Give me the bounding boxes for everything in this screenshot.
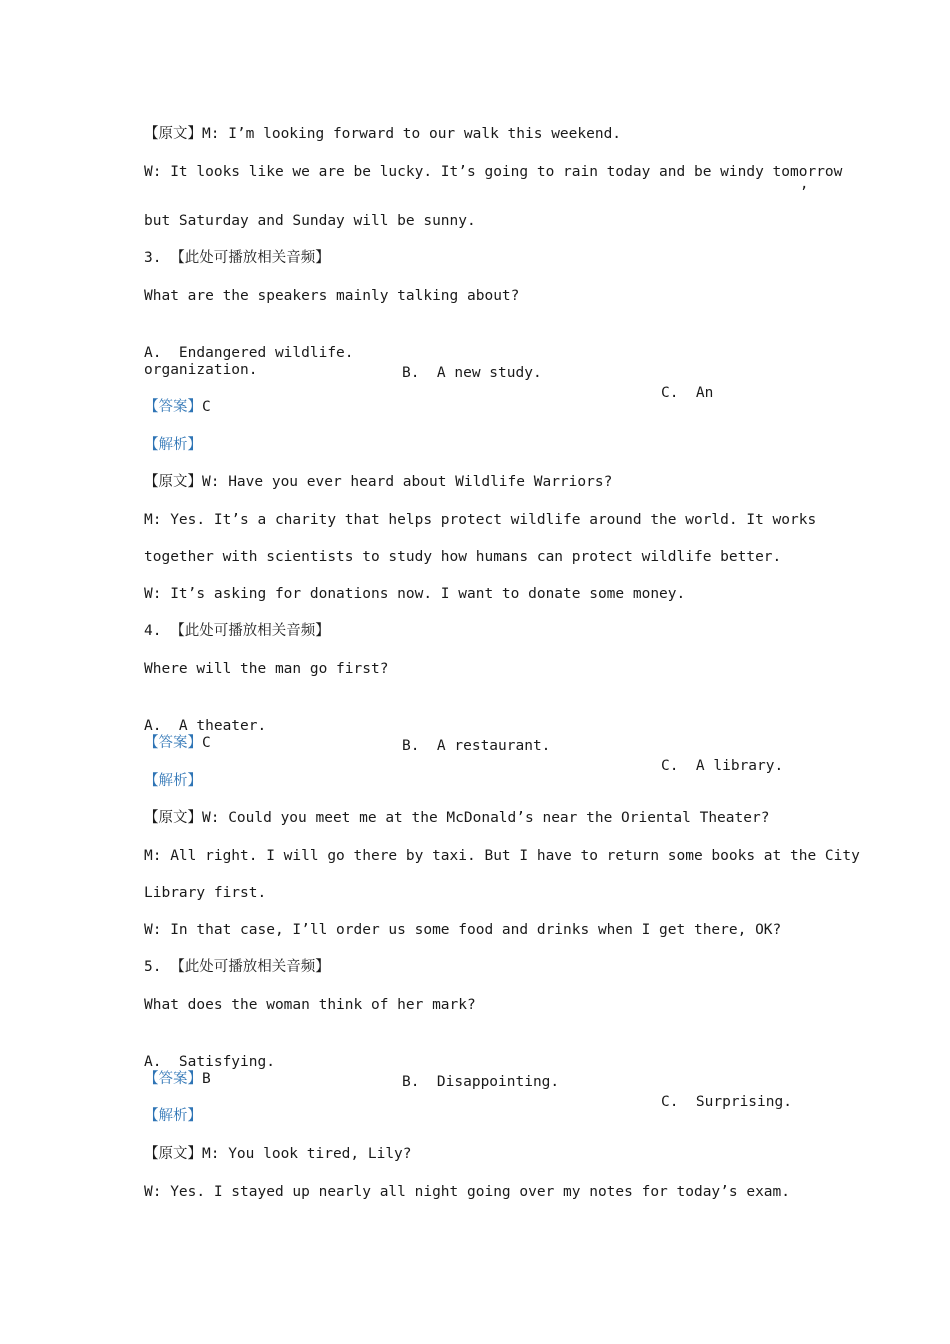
q3-question: What are the speakers mainly talking about? bbox=[144, 288, 520, 304]
question-number: 4. bbox=[144, 623, 162, 639]
transcript-text: W: Could you meet me at the McDonald’s near the Oriental Theater? bbox=[202, 810, 770, 826]
q5-analysis: 【解析】 bbox=[144, 1108, 202, 1124]
q2-transcript-line-3: but Saturday and Sunday will be sunny. bbox=[144, 213, 476, 229]
option-c: C. Surprising. bbox=[661, 1094, 792, 1110]
audio-placeholder: 【此处可播放相关音频】 bbox=[170, 623, 330, 639]
q3-transcript-line-4: W: It’s asking for donations now. I want to donate some money. bbox=[144, 586, 686, 602]
original-tag: 【原文】 bbox=[144, 126, 202, 142]
q4-analysis: 【解析】 bbox=[144, 773, 202, 789]
q5-answer bbox=[144, 1069, 211, 1089]
option-b: B. A new study. bbox=[402, 365, 542, 381]
option-a: A. A theater. bbox=[144, 718, 267, 734]
original-tag: 【原文】 bbox=[144, 810, 202, 826]
q4-transcript-line-3: Library first. bbox=[144, 885, 267, 901]
q5-transcript-line-2: W: Yes. I stayed up nearly all night going over my notes for today’s exam. bbox=[144, 1184, 791, 1200]
q3-analysis: 【解析】 bbox=[144, 437, 202, 453]
transcript-text: W: Have you ever heard about Wildlife Warriors? bbox=[202, 474, 613, 490]
q3-option-c-continued: organization. bbox=[144, 362, 258, 378]
q3-header bbox=[144, 248, 330, 268]
option-a: A. Satisfying. bbox=[144, 1054, 275, 1070]
audio-placeholder: 【此处可播放相关音频】 bbox=[170, 250, 330, 266]
audio-placeholder: 【此处可播放相关音频】 bbox=[170, 959, 330, 975]
option-b: B. Disappointing. bbox=[402, 1074, 560, 1090]
original-tag: 【原文】 bbox=[144, 1146, 202, 1162]
transcript-text: M: You look tired, Lily? bbox=[202, 1146, 412, 1162]
q2-transcript-line-1 bbox=[144, 124, 621, 144]
q4-transcript-line-1 bbox=[144, 808, 769, 828]
q3-answer bbox=[144, 397, 211, 417]
option-b: B. A restaurant. bbox=[402, 738, 551, 754]
q4-header bbox=[144, 621, 330, 641]
question-number: 3. bbox=[144, 250, 162, 266]
q4-transcript-line-4: W: In that case, I’ll order us some food and drinks when I get there, OK? bbox=[144, 922, 782, 938]
question-number: 5. bbox=[144, 959, 162, 975]
option-a: A. Endangered wildlife. bbox=[144, 345, 354, 361]
answer-tag: 【答案】 bbox=[144, 1071, 202, 1087]
q5-transcript-line-1 bbox=[144, 1144, 412, 1164]
q4-question: Where will the man go first? bbox=[144, 661, 389, 677]
option-c: C. A library. bbox=[661, 758, 784, 774]
q4-answer bbox=[144, 733, 211, 753]
answer-tag: 【答案】 bbox=[144, 735, 202, 751]
option-c: C. An bbox=[661, 385, 714, 401]
answer-tag: 【答案】 bbox=[144, 399, 202, 415]
answer-value: C bbox=[202, 399, 211, 415]
transcript-text: W: It looks like we are be lucky. It’s going to rain today and be windy tomorrow bbox=[144, 164, 843, 180]
answer-value: B bbox=[202, 1071, 211, 1087]
q3-transcript-line-2: M: Yes. It’s a charity that helps protect wildlife around the world. It works bbox=[144, 512, 817, 528]
q3-transcript-line-1 bbox=[144, 472, 612, 492]
q5-question: What does the woman think of her mark? bbox=[144, 997, 476, 1013]
answer-value: C bbox=[202, 735, 211, 751]
q3-transcript-line-3: together with scientists to study how humans can protect wildlife better. bbox=[144, 549, 782, 565]
q4-options bbox=[144, 696, 844, 796]
q2-transcript-line-2 bbox=[144, 162, 842, 182]
q5-options bbox=[144, 1032, 844, 1132]
q4-transcript-line-2: M: All right. I will go there by taxi. But I have to return some books at the City bbox=[144, 848, 860, 864]
q5-header bbox=[144, 957, 330, 977]
q2-comma: , bbox=[800, 176, 809, 192]
original-tag: 【原文】 bbox=[144, 474, 202, 490]
transcript-text: M: I’m looking forward to our walk this weekend. bbox=[202, 126, 622, 142]
